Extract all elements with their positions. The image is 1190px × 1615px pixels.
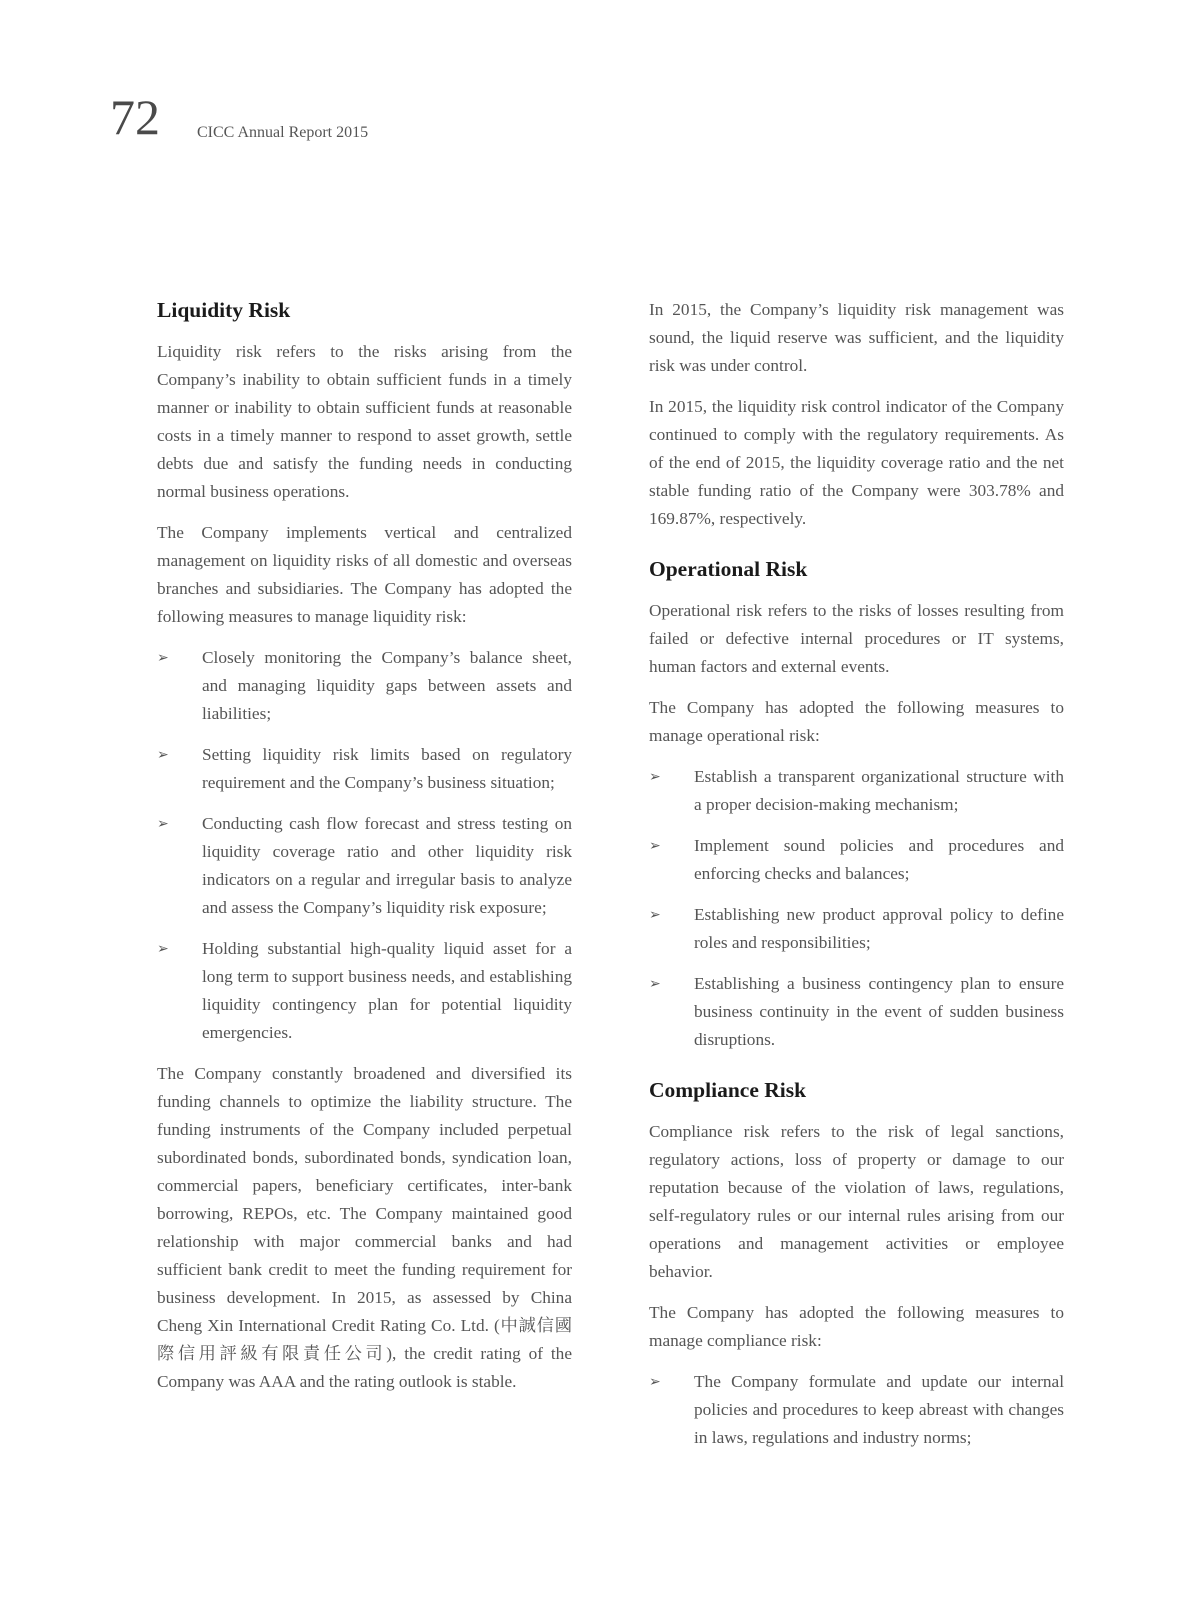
list-item — [157, 935, 572, 1047]
paragraph: Operational risk refers to the risks of losses resulting from failed or defective internal procedures or IT systems, human factors and external events. — [649, 601, 1064, 676]
list-item-text: Establishing new product approval policy to define roles and responsibilities; — [694, 905, 1064, 952]
list-item — [157, 810, 572, 922]
paragraph: Liquidity risk refers to the risks arising from the Company’s inability to obtain sufficient funds in a timely manner or inability to obtain sufficient funds at reasonable costs in a timely manner to respond to asset growth, settle debts due and satisfy the funding needs in conducting normal business operations. — [157, 342, 572, 501]
paragraph: The Company implements vertical and centralized management on liquidity risks of all domestic and overseas branches and subsidiaries. The Company has adopted the following measures to manage liquidity risk: — [157, 523, 572, 626]
paragraph: Compliance risk refers to the risk of legal sanctions, regulatory actions, loss of property or damage to our reputation because of the violation of laws, regulations, self-regulatory rules or our internal rules arising from our operations and management activities or employee behavior. — [649, 1122, 1064, 1281]
arrowhead-bullet-icon: ➢ — [649, 907, 661, 923]
arrowhead-bullet-icon: ➢ — [649, 769, 661, 785]
liquidity-risk-heading: Liquidity Risk — [157, 298, 291, 322]
arrowhead-bullet-icon: ➢ — [157, 650, 169, 666]
report-title: CICC Annual Report 2015 — [197, 124, 369, 141]
compliance-risk-heading: Compliance Risk — [649, 1078, 807, 1102]
operational-risk-heading: Operational Risk — [649, 557, 808, 581]
list-item-text: Implement sound policies and procedures and enforcing checks and balances; — [694, 836, 1064, 883]
list-item — [649, 901, 1064, 957]
compliance-measures-list — [649, 1368, 1064, 1452]
paragraph: In 2015, the liquidity risk control indicator of the Company continued to comply with the regulatory requirements. As of the end of 2015, the liquidity coverage ratio and the net stable funding ratio of the Company were 303.78% and 169.87%, respectively. — [649, 397, 1064, 528]
left-column — [157, 296, 572, 1409]
list-item-text: Conducting cash flow forecast and stress testing on liquidity coverage ratio and other liquidity risk indicators on a regular and irregular basis to analyze and assess the Company’s liquidity risk exposure; — [202, 814, 572, 917]
list-item-text: The Company formulate and update our internal policies and procedures to keep abreast with changes in laws, regulations and industry norms; — [694, 1372, 1064, 1447]
arrowhead-bullet-icon: ➢ — [157, 747, 169, 763]
list-item-text: Setting liquidity risk limits based on regulatory requirement and the Company’s business situation; — [202, 745, 572, 792]
paragraph: The Company has adopted the following measures to manage operational risk: — [649, 698, 1064, 745]
list-item — [649, 970, 1064, 1054]
liquidity-measures-list — [157, 644, 572, 1047]
right-column — [649, 296, 1064, 1465]
list-item — [649, 1368, 1064, 1452]
paragraph: The Company constantly broadened and diversified its funding channels to optimize the liability structure. The funding instruments of the Company included perpetual subordinated bonds, subordinated bonds, syndication loan, commercial papers, beneficiary certificates, inter-bank borrowing, REPOs, etc. The Company maintained good relationship with major commercial banks and had sufficient bank credit to meet the funding requirement for business development. In 2015, as assessed by China Cheng Xin International Credit Rating Co. Ltd. (中誠信國際信用評級有限責任公司), the credit rating of the Company was AAA and the rating outlook is stable. — [157, 1064, 572, 1391]
paragraph: In 2015, the Company’s liquidity risk management was sound, the liquid reserve was sufficient, and the liquidity risk was under control. — [649, 300, 1064, 375]
paragraph: The Company has adopted the following measures to manage compliance risk: — [649, 1303, 1064, 1350]
list-item-text: Holding substantial high-quality liquid asset for a long term to support business needs, and establishing liquidity contingency plan for potential liquidity emergencies. — [202, 939, 572, 1042]
arrowhead-bullet-icon: ➢ — [649, 838, 661, 854]
list-item — [157, 741, 572, 797]
arrowhead-bullet-icon: ➢ — [157, 941, 169, 957]
list-item-text: Closely monitoring the Company’s balance sheet, and managing liquidity gaps between assets and liabilities; — [202, 648, 572, 723]
list-item — [649, 832, 1064, 888]
arrowhead-bullet-icon: ➢ — [157, 816, 169, 832]
arrowhead-bullet-icon: ➢ — [649, 976, 661, 992]
operational-measures-list — [649, 763, 1064, 1054]
list-item — [157, 644, 572, 728]
list-item-text: Establishing a business contingency plan to ensure business continuity in the event of sudden business disruptions. — [694, 974, 1064, 1049]
list-item-text: Establish a transparent organizational structure with a proper decision-making mechanism; — [694, 767, 1064, 814]
arrowhead-bullet-icon: ➢ — [649, 1374, 661, 1390]
page-number: 72 — [110, 89, 160, 145]
list-item — [649, 763, 1064, 819]
